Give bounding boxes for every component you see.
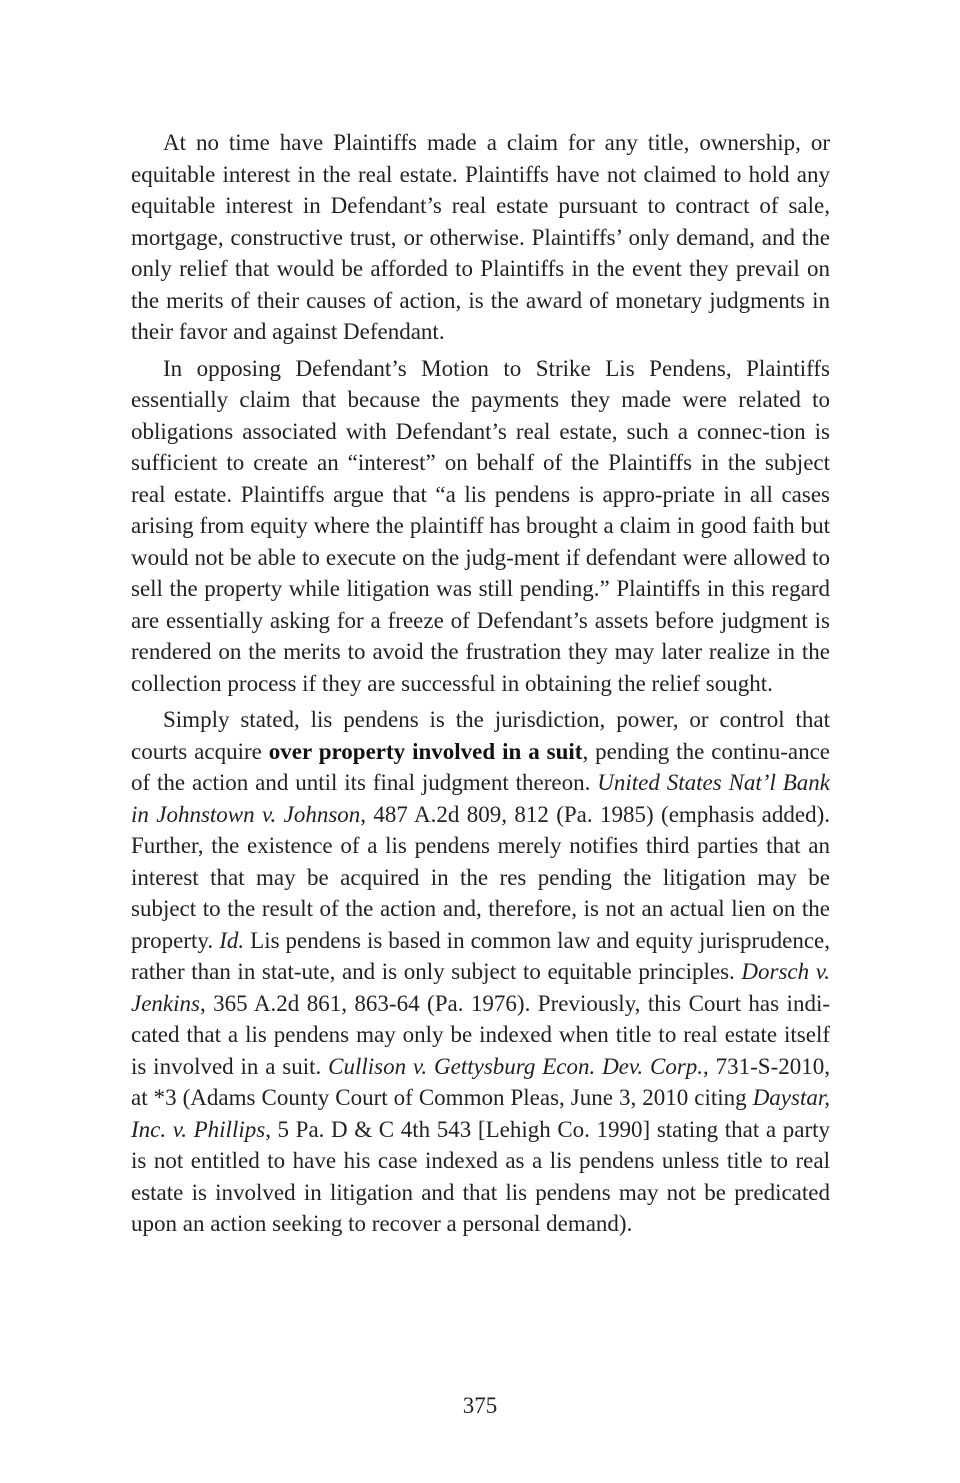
p3-run-11: , 731-S-2010, at *3 (Adams County Court of Common Pleas, June 3, 2010 citing [131, 1053, 830, 1110]
p3-run-7: Lis pendens is based in common law and equity jurisprudence, rather than in stat-ute, and is only subject to equitable principles. [131, 927, 830, 984]
paragraph-3 [131, 704, 830, 1240]
emphasis-bold: over property involved in a suit [268, 738, 583, 764]
p3-run-9: , 365 A.2d 861, 863-64 (Pa. 1976). Previously, this Court has indi-cated that a lis pendens may only be indexed when title to real estate itself is involved in a suit. [131, 990, 830, 1079]
p2-run-1: In opposing Defendant’s Motion to Strike Lis Pendens, Plaintiffs essentially claim that because the payments they made were related to obligations associated with Defendant’s real estate, such a connec-tion is sufficient to create an “interest” on behalf of the Plaintiffs in the subject real estate. Plaintiffs argue that “a lis pendens is appro-priate in all cases arising from equity where the plaintiff has brought a claim in good faith but would not be able to execute on the judg-ment if defendant were allowed to sell the property while litigation was still pending.” Plaintiffs in this regard are essentially asking for a freeze of Defendant’s assets before judgment is rendered on the merits to avoid the frustration they may later realize in the collection process if they are successful in obtaining the relief sought. [131, 355, 830, 696]
p3-run-5: , 487 A.2d 809, 812 (Pa. 1985) (emphasis added). Further, the existence of a lis pendens merely notifies third parties that an interest that may be acquired in the res pending the litigation may be subject to the result of the action and, therefore, is not an actual lien on the property. [131, 801, 830, 953]
case-citation-daystar: Daystar, Inc. v. Phillips [131, 1085, 830, 1142]
case-citation-cullison: Cullison v. Gettysburg Econ. Dev. Corp. [328, 1053, 704, 1079]
body-text [131, 127, 830, 1245]
p1-run-1: At no time have Plaintiffs made a claim for any title, ownership, or equitable interest in the real estate. Plaintiffs have not claimed to hold any equitable interest in Defendant’s real estate pursuant to contract of sale, mortgage, constructive trust, or otherwise. Plaintiffs’ only demand, and the only relief that would be afforded to Plaintiffs in the event they prevail on the merits of their causes of action, is the award of monetary judgments in their favor and against Defendant. [131, 130, 830, 344]
case-citation-dorsch: Dorsch v. Jenkins [131, 959, 830, 1016]
p3-run-3: , pending the continu-ance of the action and until its final judgment thereon. [131, 738, 830, 795]
case-citation-johnson: United States Nat’l Bank in Johnstown v. Johnson [131, 770, 830, 827]
page-number: 375 [462, 1393, 498, 1418]
paragraph-1 [131, 127, 830, 348]
citation-id: Id. [219, 927, 245, 953]
p3-run-1: Simply stated, lis pendens is the jurisdiction, power, or control that courts acquire [131, 707, 830, 764]
p3-run-13: , 5 Pa. D & C 4th 543 [Lehigh Co. 1990] stating that a party is not entitled to have his case indexed as a lis pendens unless title to real estate is involved in litigation and that lis pendens may not be predicated upon an action seeking to recover a personal demand). [131, 1116, 830, 1236]
paragraph-2 [131, 353, 830, 700]
